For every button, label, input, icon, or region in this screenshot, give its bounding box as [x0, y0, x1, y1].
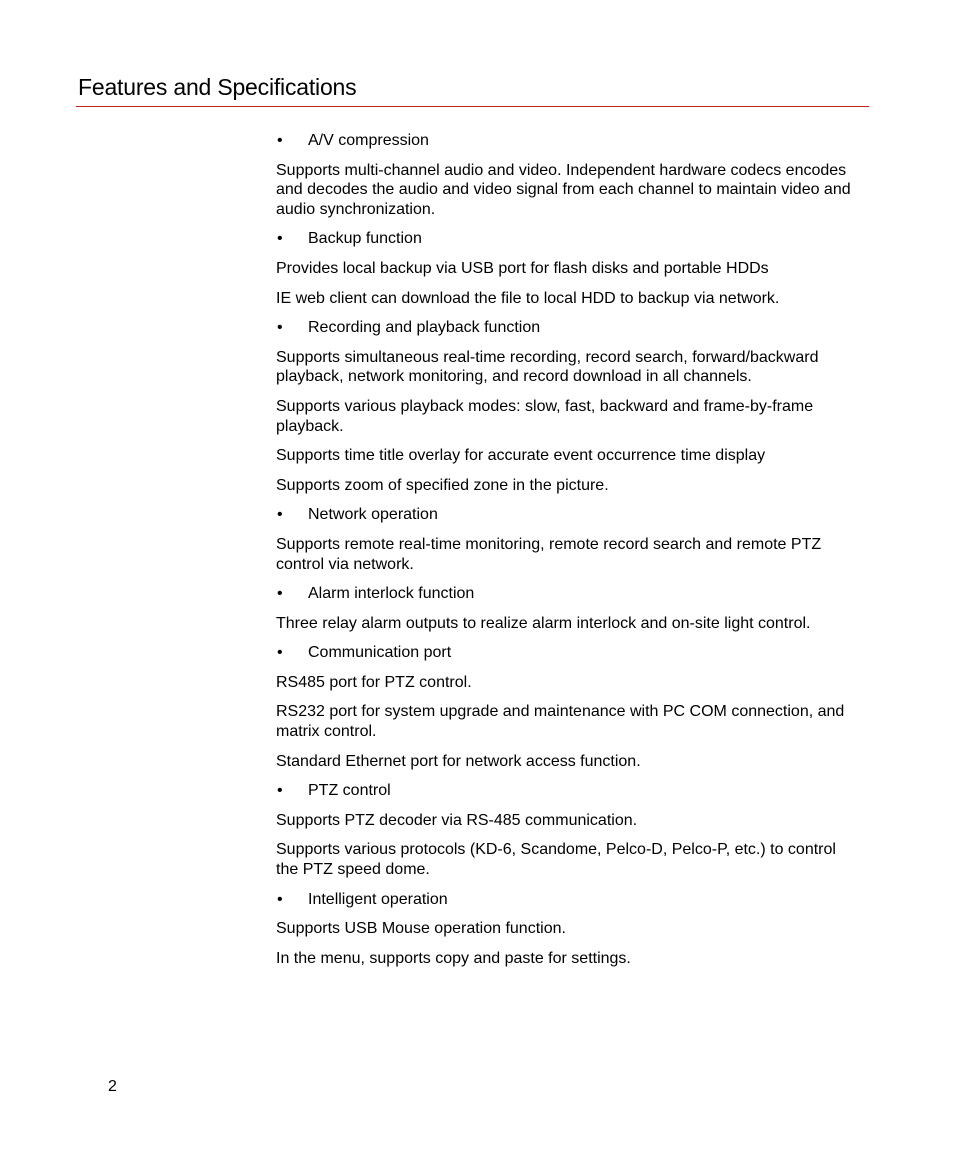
- bullet-icon: •: [277, 319, 283, 337]
- bullet-heading: [276, 584, 856, 604]
- bullet-icon: •: [277, 506, 283, 524]
- bullet-icon: •: [277, 890, 283, 908]
- bullet-label: Intelligent operation: [308, 890, 448, 908]
- paragraph: Supports remote real-time monitoring, remote record search and remote PTZ control via network.: [276, 535, 822, 573]
- bullet-heading: [276, 890, 856, 910]
- bullet-icon: •: [277, 782, 283, 800]
- bullet-heading: [276, 505, 856, 525]
- bullet-label: Backup function: [308, 230, 422, 248]
- bullet-icon: •: [277, 230, 283, 248]
- page-number: 2: [108, 1078, 117, 1095]
- section-alarm-interlock: [276, 584, 856, 633]
- paragraph: In the menu, supports copy and paste for settings.: [276, 949, 631, 967]
- bullet-label: Alarm interlock function: [308, 585, 475, 603]
- paragraph: RS232 port for system upgrade and maintenance with PC COM connection, and matrix control.: [276, 703, 845, 741]
- paragraph: Supports multi-channel audio and video. Independent hardware codecs encodes and decodes the audio and video signal from each channel to maintain video and audio synchronization.: [276, 161, 851, 218]
- bullet-label: A/V compression: [308, 132, 429, 149]
- paragraph: RS485 port for PTZ control.: [276, 673, 472, 691]
- section-communication-port: [276, 643, 856, 771]
- section-recording-playback: [276, 318, 856, 495]
- bullet-icon: •: [277, 585, 283, 603]
- paragraph: Standard Ethernet port for network access function.: [276, 752, 641, 770]
- bullet-icon: •: [277, 644, 283, 662]
- bullet-label: PTZ control: [308, 782, 391, 800]
- section-av-compression: [276, 131, 856, 219]
- paragraph: Supports zoom of specified zone in the picture.: [276, 476, 609, 494]
- section-intelligent-operation: [276, 890, 856, 969]
- section-ptz-control: [276, 781, 856, 879]
- paragraph: Supports various protocols (KD-6, Scandome, Pelco-D, Pelco-P, etc.) to control the PTZ speed dome.: [276, 841, 836, 879]
- paragraph: Supports USB Mouse operation function.: [276, 920, 566, 938]
- bullet-heading: [276, 781, 856, 801]
- paragraph: IE web client can download the file to local HDD to backup via network.: [276, 289, 780, 307]
- section-backup-function: [276, 229, 856, 308]
- page-title: Features and Specifications: [78, 74, 357, 100]
- bullet-label: Recording and playback function: [308, 319, 541, 337]
- paragraph: Supports simultaneous real-time recording, record search, forward/backward playback, network monitoring, and record download in all channels.: [276, 348, 819, 386]
- document-body: [276, 131, 856, 978]
- bullet-heading: [276, 643, 856, 663]
- bullet-label: Network operation: [308, 506, 438, 524]
- paragraph: Provides local backup via USB port for flash disks and portable HDDs: [276, 259, 769, 277]
- paragraph: Three relay alarm outputs to realize alarm interlock and on-site light control.: [276, 614, 811, 632]
- paragraph: Supports PTZ decoder via RS-485 communication.: [276, 811, 638, 829]
- bullet-heading: [276, 131, 856, 151]
- header-divider: [76, 106, 869, 107]
- bullet-heading: [276, 229, 856, 249]
- paragraph: Supports various playback modes: slow, fast, backward and frame-by-frame playback.: [276, 397, 814, 435]
- paragraph: Supports time title overlay for accurate event occurrence time display: [276, 447, 766, 465]
- bullet-label: Communication port: [308, 644, 452, 662]
- bullet-icon: •: [277, 132, 283, 149]
- bullet-heading: [276, 318, 856, 338]
- section-network-operation: [276, 505, 856, 574]
